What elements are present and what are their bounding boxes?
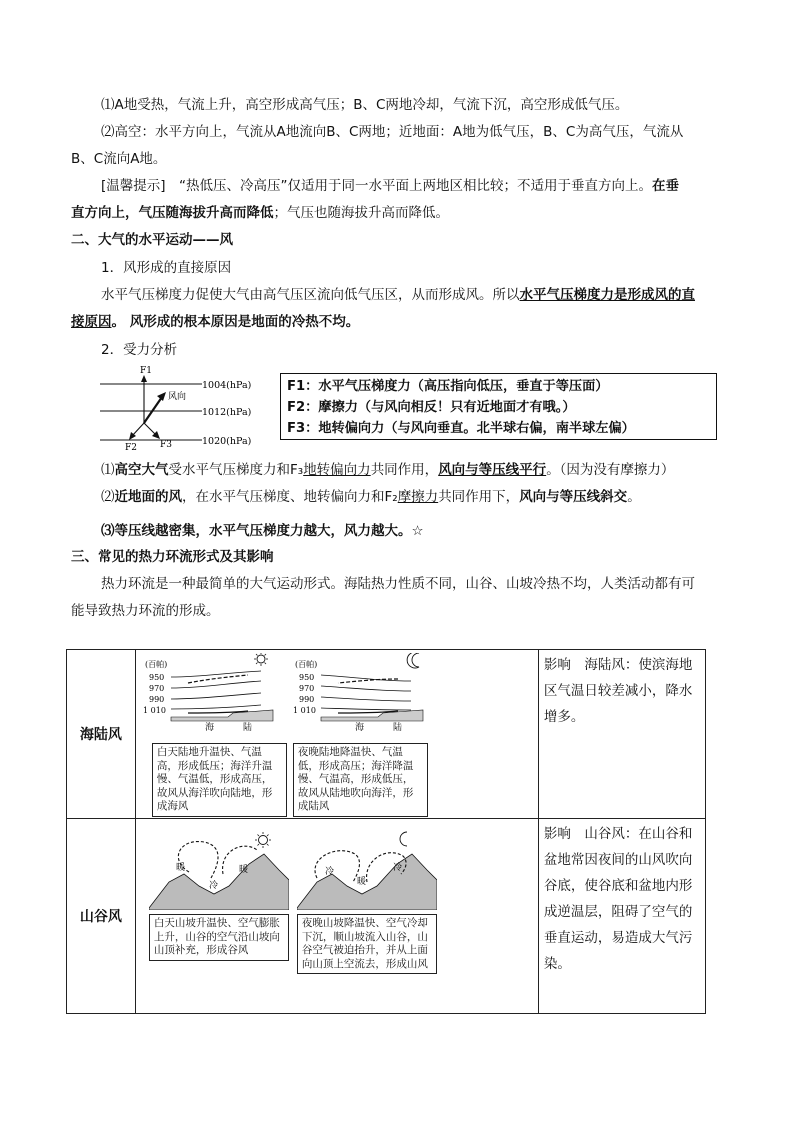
note-upper-air-text: 受水平气压梯度力和F₃ [168,462,304,478]
mountain-breeze-figure [297,830,437,910]
f1-label: F1 [140,366,152,376]
table-row-mountain-valley [67,819,706,1014]
direct-cause-text: 水平气压梯度力促使大气由高气压区流向低气压区，从而形成风。所以 [101,287,520,303]
land-label-night: 陆 [392,723,402,733]
note-oblique: 风向与等压线斜交 [519,489,628,505]
cold-label-right: 冷 [392,863,402,873]
level-990-day: 990 [148,695,165,704]
note-num-2: ⑵ [101,489,115,505]
warm-label-valley: 暖 [356,877,366,887]
paragraph-circulation-2: 能导致热力环流的形成。 [71,603,220,619]
tip-text-2: ；气压也随海拔升高而降低。 [273,205,449,221]
pressure-unit-day: (百帕) [144,660,168,669]
f3-arrow [144,423,156,435]
wind-label: 风向 [168,392,187,402]
f1-arrowhead [141,375,147,382]
note-friction: 摩擦力 [397,489,439,505]
sea-land-effect: 影响 海陆风：使滨海地区气温日较差减小，降水增多。 [538,650,705,819]
isobar-label-1004: 1004(hPa) [202,380,252,391]
valley-breeze-figure [149,830,289,910]
table-row-sea-land [67,650,706,819]
sub-heading-direct-cause: 1．风形成的直接原因 [101,260,232,276]
sea-label-day: 海 [204,723,214,733]
level-1010-night: 1 010 [292,706,316,715]
note-isobar-density: ⑶等压线越密集，水平气压梯度力越大，风力越大。☆ [101,523,424,539]
note-surface [101,487,641,507]
note-upper-air-bold: 高空大气 [114,462,169,478]
note-surface-text-3: 。 [627,489,641,505]
force-diagram [94,364,276,450]
land-breeze-figure [293,653,433,733]
paragraph-direct-cause-2 [71,312,359,332]
paragraph-circulation-1: 热力环流是一种最简单的大气运动形式。海陆热力性质不同，山谷、山坡冷热不均，人类活动都有可 [101,576,695,592]
land-label-day: 陆 [242,723,252,733]
sun-icon [255,832,271,848]
moon-icon [400,832,407,846]
mountain-breeze-caption: 夜晚山坡降温快、空气冷却下沉，顺山坡流入山谷，山谷空气被迫抬升，并从上面向山顶上空流去，形成山风 [297,914,437,974]
direct-cause-bold: 水平气压梯度力是形成风的直 [519,287,695,303]
sun-icon [254,653,268,666]
level-970-day: 970 [148,684,165,693]
sea-breeze-figure [143,653,283,733]
level-970-night: 970 [298,684,315,693]
paragraph-tip-2 [71,203,449,223]
note-surface-text-2: 共同作用下， [438,489,520,505]
note-coriolis: 地转偏向力 [303,462,371,478]
isobar-label-1020: 1020(hPa) [202,436,252,447]
f3-label: F3 [160,440,172,450]
level-950-night: 950 [298,673,315,682]
note-parallel: 风向与等压线平行 [438,462,547,478]
wind-arrowhead [157,392,166,401]
level-990-night: 990 [298,695,315,704]
circulation-table [66,649,706,1014]
mountain-valley-effect: 影响 山谷风：在山谷和盆地常因夜间的山风吹向谷底，使谷底和盆地内形成逆温层，阻碍了空气的垂直运动，易造成大气污染。 [538,819,705,1014]
note-upper-air-text-3: 。（因为没有摩擦力） [546,462,675,478]
note-surface-text: ，在水平气压梯度、地转偏向力和F₂ [182,489,398,505]
row-label-sea-land: 海陆风 [67,650,136,819]
note-upper-air-text-2: 共同作用， [370,462,439,478]
note-num-1: ⑴ [101,462,115,478]
note-upper-air [101,460,674,480]
sub-heading-force-analysis: 2．受力分析 [101,342,178,358]
direct-cause-bold-2: 接原因 [71,314,112,330]
level-1010-day: 1 010 [142,706,166,715]
section-heading-wind: 二、大气的水平运动——风 [71,232,233,248]
warm-label-right: 暖 [238,865,248,875]
sea-label-night: 海 [354,723,364,733]
f2-label: F2 [125,443,137,450]
isobar-label-1012: 1012(hPa) [202,407,252,418]
tip-bold-2: 直方向上，气压随海拔升高而降低 [71,205,274,221]
mountain-valley-figures [137,820,537,1012]
pressure-unit-night: (百帕) [294,660,318,669]
valley-breeze-caption: 白天山坡升温快、空气膨胀上升，山谷的空气沿山坡向山顶补充，形成谷风 [149,914,289,961]
force-legend-box [280,373,717,440]
force-f1: F1：水平气压梯度力（高压指向低压，垂直于等压面） [287,379,609,394]
moon-icon [407,653,419,668]
force-f3: F3：地转偏向力（与风向垂直。北半球右偏，南半球左偏） [287,421,635,436]
row-label-mountain-valley: 山谷风 [67,819,136,1014]
f2-arrow [132,423,144,436]
root-cause: 。 风形成的根本原因是地面的冷热不均。 [111,314,360,330]
tip-text: [温馨提示] “热低压、冷高压”仅适用于同一水平面上两地区相比较；不适用于垂直方向上。 [101,178,653,194]
note-surface-bold: 近地面的风 [114,489,182,505]
mountain-valley-figures-cell [135,819,538,1014]
paragraph-direct-cause-1 [101,285,695,305]
force-f2: F2：摩擦力（与风向相反！只有近地面才有哦。） [287,400,576,415]
paragraph-tip-1 [101,176,679,196]
level-950-day: 950 [148,673,165,682]
tip-bold: 在垂 [652,178,680,194]
paragraph-flow-1: ⑵高空：水平方向上，气流从A地流向B、C两地；近地面：A地为低气压，B、C为高气压，气流从 [101,124,684,140]
sea-land-figures-cell [135,650,538,819]
sea-breeze-caption: 白天陆地升温快、气温高，形成低压；海洋升温慢、气温低，形成高压，故风从海洋吹向陆地，形成海风 [152,743,287,817]
wind-arrow [144,397,162,423]
cold-label-valley: 冷 [208,881,218,891]
sea-land-figures [137,651,537,817]
cold-label-left: 冷 [324,867,334,877]
land-breeze-caption: 夜晚陆地降温快、气温低，形成高压；海洋降温慢、气温高，形成低压，故风从陆地吹向海洋，形成陆风 [293,743,428,817]
section-heading-circulation: 三、常见的热力环流形式及其影响 [71,549,274,565]
paragraph-heating: ⑴A地受热，气流上升，高空形成高气压；B、C两地冷却，气流下沉，高空形成低气压。 [101,97,629,113]
warm-label-left: 暖 [175,863,185,873]
paragraph-flow-2: B、C流向A地。 [71,151,167,167]
